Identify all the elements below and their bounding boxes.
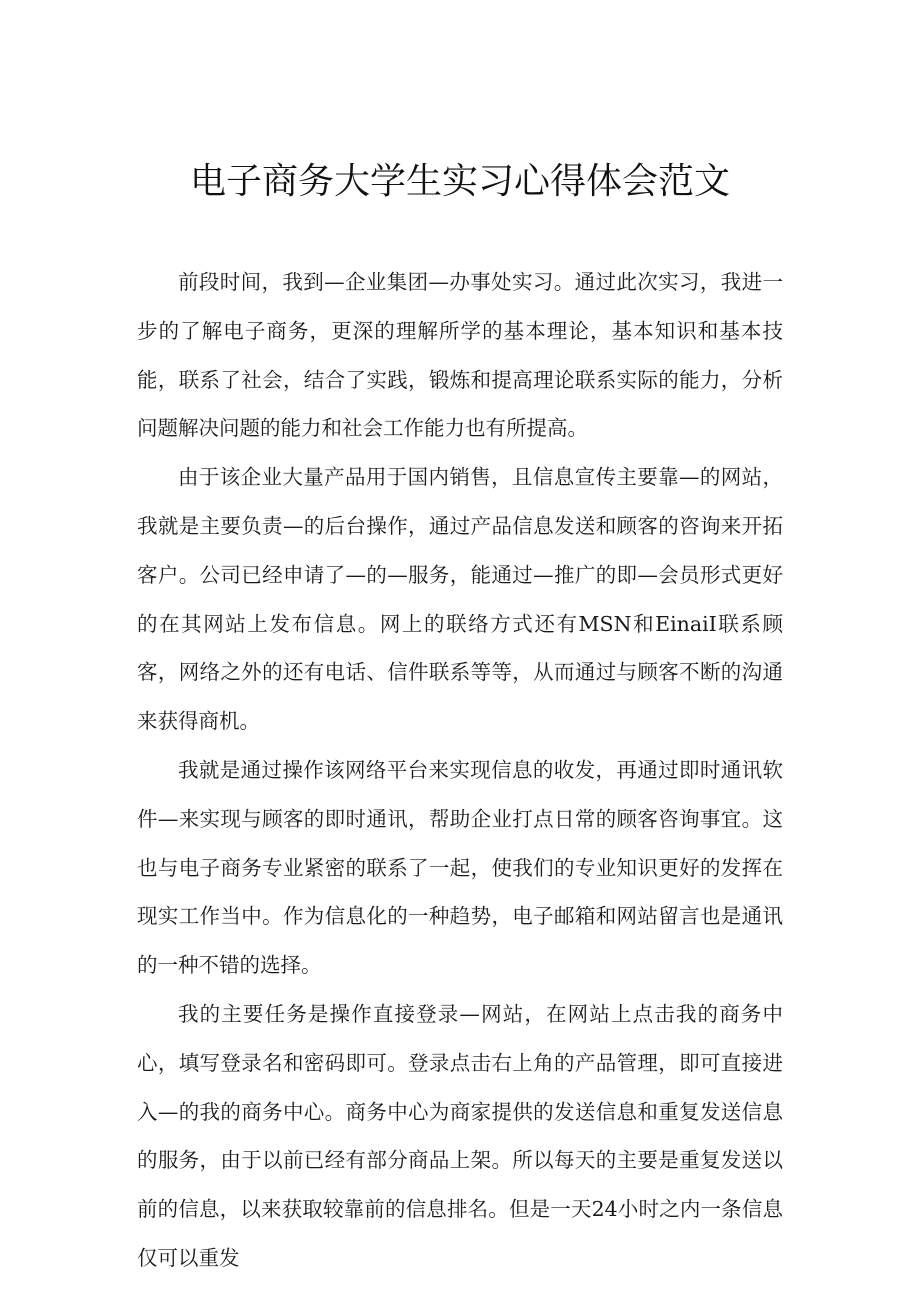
paragraph-4: 我的主要任务是操作直接登录—网站，在网站上点击我的商务中心，填写登录名和密码即可。登录点击右上角的产品管理，即可直接进入—的我的商务中心。商务中心为商家提供的发送信息和重复发送信息的服务，由于以前已经有部分商品上架。所以每天的主要是重复发送以前的信息，以来获取较靠前的信息排名。但是一天24小时之内一条信息仅可以重发 xyxy=(137,1001,783,1270)
document-title: 电子商务大学生实习心得体会范文 xyxy=(189,161,730,202)
paragraph-2: 由于该企业大量产品用于国内销售，且信息宣传主要靠—的网站，我就是主要负责—的后台操作，通过产品信息发送和顾客的咨询来开拓客户。公司已经申请了—的—服务，能通过—推广的即—会员形式更好的在其网站上发布信息。网上的联络方式还有MSN和EinaiI联系顾客，网络之外的还有电话、信件联系等等，从而通过与顾客不断的沟通来获得商机。 xyxy=(137,465,783,734)
document-body xyxy=(137,258,783,1283)
paragraph-3: 我就是通过操作该网络平台来实现信息的收发，再通过即时通讯软件—来实现与顾客的即时通讯，帮助企业打点日常的顾客咨询事宜。这也与电子商务专业紧密的联系了一起，使我们的专业知识更好的发挥在现实工作当中。作为信息化的一种趋势，电子邮箱和网站留言也是通讯的一种不错的选择。 xyxy=(137,757,783,978)
paragraph-1: 前段时间，我到—企业集团—办事处实习。通过此次实习，我进一步的了解电子商务，更深的理解所学的基本理论，基本知识和基本技能，联系了社会，结合了实践，锻炼和提高理论联系实际的能力，分析问题解决问题的能力和社会工作能力也有所提高。 xyxy=(137,270,783,441)
